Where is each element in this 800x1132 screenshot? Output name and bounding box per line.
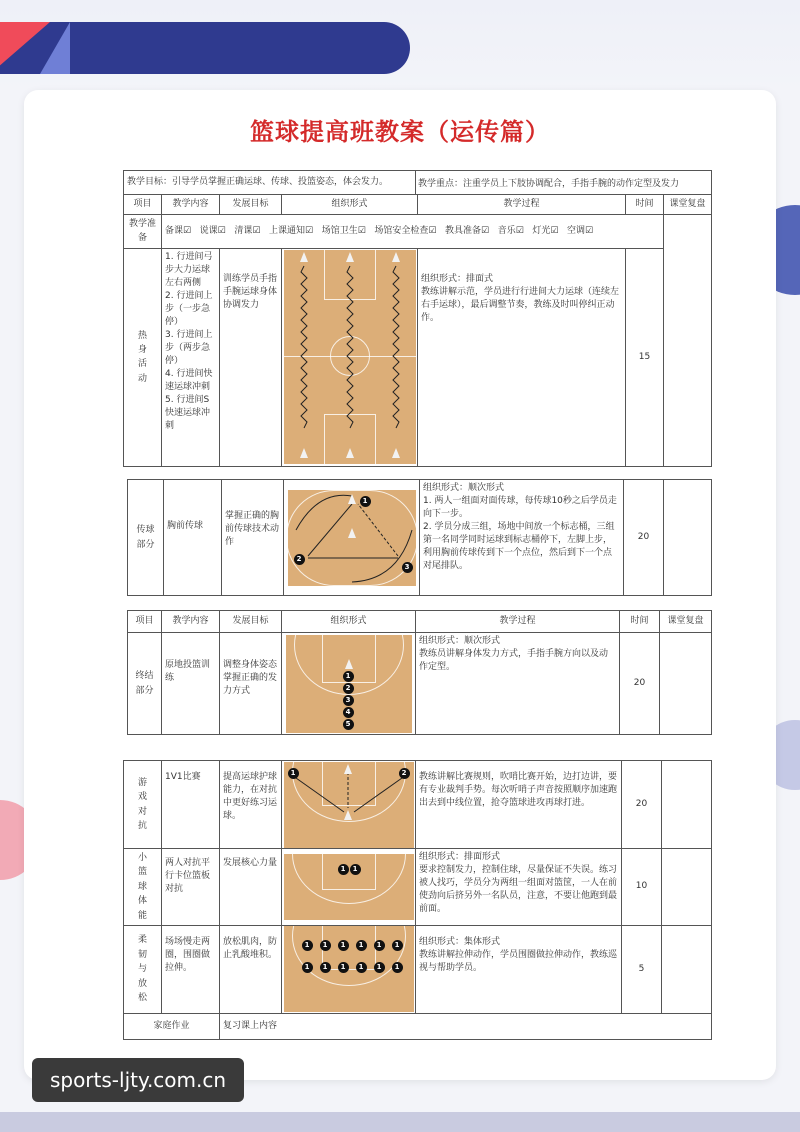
warmup-label <box>124 248 162 466</box>
player-marker: 4 <box>343 707 354 718</box>
teaching-goal: 教学目标：引导学员掌握正确运球、传球、投篮姿态，体会发力。 <box>124 171 712 195</box>
game-develop: 提高运球护球能力，在对抗中更好练习运球。 <box>220 761 282 849</box>
pass-label-text: 传球部分 <box>136 525 155 550</box>
stretch-label-text: 柔韧与放松 <box>137 935 147 1004</box>
finish-process: 组织形式：顺次形式 教练员讲解身体发力方式，手指手腕方向以及动作定型。 <box>416 633 620 735</box>
finish-label <box>128 633 162 735</box>
cone-icon <box>346 448 354 458</box>
prep-checklist <box>162 215 664 249</box>
header-review: 课堂复盘 <box>660 611 712 633</box>
prep-label: 教学准备 <box>124 215 162 249</box>
prep-item: 场馆卫生☑ <box>321 225 366 236</box>
court-diagram <box>284 926 414 1012</box>
player-marker: 5 <box>343 719 354 730</box>
game-process: 教练讲解比赛规则，吹哨比赛开始，边打边讲，要有专业裁判手势。每次听哨子声音按照顺序加速跑出去到中线位置，抢夺篮球进攻再球打进。 <box>416 761 622 849</box>
finish-content: 原地投篮训练 <box>162 633 220 735</box>
pass-develop: 掌握正确的胸前传球技术动作 <box>222 480 284 596</box>
stretch-review <box>662 925 712 1013</box>
stretch-develop: 放松肌肉，防止乳酸堆积。 <box>220 925 282 1013</box>
header-time: 时间 <box>620 611 660 633</box>
warmup-review <box>664 215 712 467</box>
prep-item: 灯光☑ <box>532 225 559 236</box>
page-title: 篮球提高班教案（运传篇） <box>250 118 550 146</box>
physical-label <box>124 849 162 926</box>
player-marker: 1 <box>343 671 354 682</box>
stretch-content: 场场慢走两圈，围圈做拉伸。 <box>162 925 220 1013</box>
physical-content: 两人对抗平行卡位篮板对抗 <box>162 849 220 926</box>
stretch-diagram <box>282 925 416 1013</box>
stretch-process: 组织形式：集体形式 教练讲解拉伸动作，学员围圈做拉伸动作，教练巡视与帮助学员。 <box>416 925 622 1013</box>
player-marker: 1 <box>302 962 313 973</box>
player-marker: 1 <box>338 962 349 973</box>
header-item: 项目 <box>128 611 162 633</box>
homework-label: 家庭作业 <box>124 1013 220 1039</box>
player-marker: 2 <box>294 554 305 565</box>
player-marker: 3 <box>343 695 354 706</box>
pass-review <box>664 480 712 596</box>
goal-divider <box>415 170 416 194</box>
physical-label-text: 小篮球体能 <box>137 853 147 921</box>
warmup-content: 1. 行进间弓步大力运球左右两侧 2. 行进间上步（一步急停） 3. 行进间上步（两步急停） 4. 行进间快速运球冲刺 5. 行进间S快速运球冲刺 <box>162 248 220 466</box>
finish-label-text: 终结部分 <box>135 671 154 696</box>
cone-icon <box>344 764 352 774</box>
cone-icon <box>345 659 353 669</box>
header-org: 组织形式 <box>282 611 416 633</box>
player-marker: 2 <box>399 768 410 779</box>
homework-value: 复习课上内容 <box>220 1013 712 1039</box>
header-process: 教学过程 <box>416 611 620 633</box>
physical-process: 组织形式：排面形式 要求控制发力，控制住球，尽量保证不失误。练习被人找巧，学员分为两组一组面对篮筐，一人在前使劲向后挤另外一名队员，注意，不要让他跑到最前面。 <box>416 849 622 926</box>
cone-icon <box>392 252 400 262</box>
game-diagram <box>282 761 416 849</box>
court-diagram <box>288 490 416 586</box>
watermark: sports-ljty.com.cn <box>32 1058 244 1102</box>
physical-review <box>662 849 712 926</box>
header-develop: 发展目标 <box>220 611 282 633</box>
finish-diagram <box>282 633 416 735</box>
warmup-time: 15 <box>626 248 664 466</box>
game-label <box>124 761 162 849</box>
cone-icon <box>300 448 308 458</box>
player-marker: 1 <box>360 496 371 507</box>
finish-review <box>660 633 712 735</box>
warmup-develop: 训练学员手指手腕运球身体协调发力 <box>220 248 282 466</box>
player-marker: 1 <box>356 962 367 973</box>
game-content: 1V1比赛 <box>162 761 220 849</box>
pass-time: 20 <box>624 480 664 596</box>
player-marker: 1 <box>350 864 361 875</box>
game-label-text: 游戏对抗 <box>137 777 147 831</box>
header-item: 项目 <box>124 195 162 215</box>
prep-item: 场馆安全检查☑ <box>374 225 437 236</box>
lesson-table-warmup <box>123 170 712 467</box>
player-marker: 1 <box>392 962 403 973</box>
player-marker: 1 <box>374 940 385 951</box>
court-diagram <box>284 762 414 848</box>
court-diagram <box>286 635 412 733</box>
game-paths <box>284 762 414 848</box>
cone-icon <box>348 494 356 504</box>
pass-paths <box>288 490 416 586</box>
teaching-focus: 教学重点：注重学员上下肢协调配合，手指手腕的动作定型及发力 <box>418 179 680 189</box>
cone-icon <box>344 810 352 820</box>
cone-icon <box>392 448 400 458</box>
prep-item: 说课☑ <box>199 225 226 236</box>
physical-diagram <box>282 849 416 926</box>
game-time: 20 <box>622 761 662 849</box>
court-diagram <box>284 854 414 920</box>
player-marker: 1 <box>338 864 349 875</box>
finish-develop: 调整身体姿态掌握正确的发力方式 <box>220 633 282 735</box>
header-content: 教学内容 <box>162 195 220 215</box>
stretch-time: 5 <box>622 925 662 1013</box>
finish-time: 20 <box>620 633 660 735</box>
warmup-label-text: 热身活动 <box>137 330 147 384</box>
player-marker: 1 <box>374 962 385 973</box>
player-marker: 1 <box>302 940 313 951</box>
header-develop: 发展目标 <box>220 195 282 215</box>
player-marker: 3 <box>402 562 413 573</box>
pass-content: 胸前传球 <box>164 480 222 596</box>
cone-icon <box>346 252 354 262</box>
pass-process: 组织形式：顺次形式 1. 两人一组面对面传球，每传球10秒之后学员走向下一步。 2. 学员分成三组，场地中间放一个标志桶，三组第一名同学同时运球到标志桶停下，左脚上步，利用胸前传球传到下一个点位，然后到下一个点对尾排队。 <box>420 480 624 596</box>
player-marker: 1 <box>320 962 331 973</box>
prep-item: 上课通知☑ <box>269 225 314 236</box>
court-diagram <box>284 250 416 464</box>
cone-icon <box>348 528 356 538</box>
player-marker: 2 <box>343 683 354 694</box>
header-org: 组织形式 <box>282 195 418 215</box>
player-marker: 1 <box>356 940 367 951</box>
lesson-table-game <box>123 760 712 1040</box>
lesson-table-pass <box>127 479 712 596</box>
header-ribbon <box>0 22 410 74</box>
prep-item: 音乐☑ <box>497 225 524 236</box>
game-review <box>662 761 712 849</box>
prep-item: 清课☑ <box>234 225 261 236</box>
stretch-label <box>124 925 162 1013</box>
header-content: 教学内容 <box>162 611 220 633</box>
player-marker: 1 <box>320 940 331 951</box>
pass-diagram <box>284 480 420 596</box>
footer-band <box>0 1112 800 1132</box>
header-process: 教学过程 <box>418 195 626 215</box>
prep-item: 教具准备☑ <box>445 225 490 236</box>
prep-item: 备课☑ <box>165 225 192 236</box>
warmup-diagram <box>282 248 418 466</box>
cone-icon <box>300 252 308 262</box>
warmup-process: 组织形式：排面式 教练讲解示范，学员进行行进间大力运球（连续左右手运球），最后调整节奏，教练及时叫停纠正动作。 <box>418 248 626 466</box>
prep-item: 空调☑ <box>567 225 594 236</box>
player-marker: 1 <box>392 940 403 951</box>
physical-time: 10 <box>622 849 662 926</box>
player-marker: 1 <box>338 940 349 951</box>
lesson-table-finish <box>127 610 712 735</box>
physical-develop: 发展核心力量 <box>220 849 282 926</box>
pass-label <box>128 480 164 596</box>
header-time: 时间 <box>626 195 664 215</box>
dribble-paths <box>284 250 416 464</box>
player-marker: 1 <box>288 768 299 779</box>
header-review: 课堂复盘 <box>664 195 712 215</box>
